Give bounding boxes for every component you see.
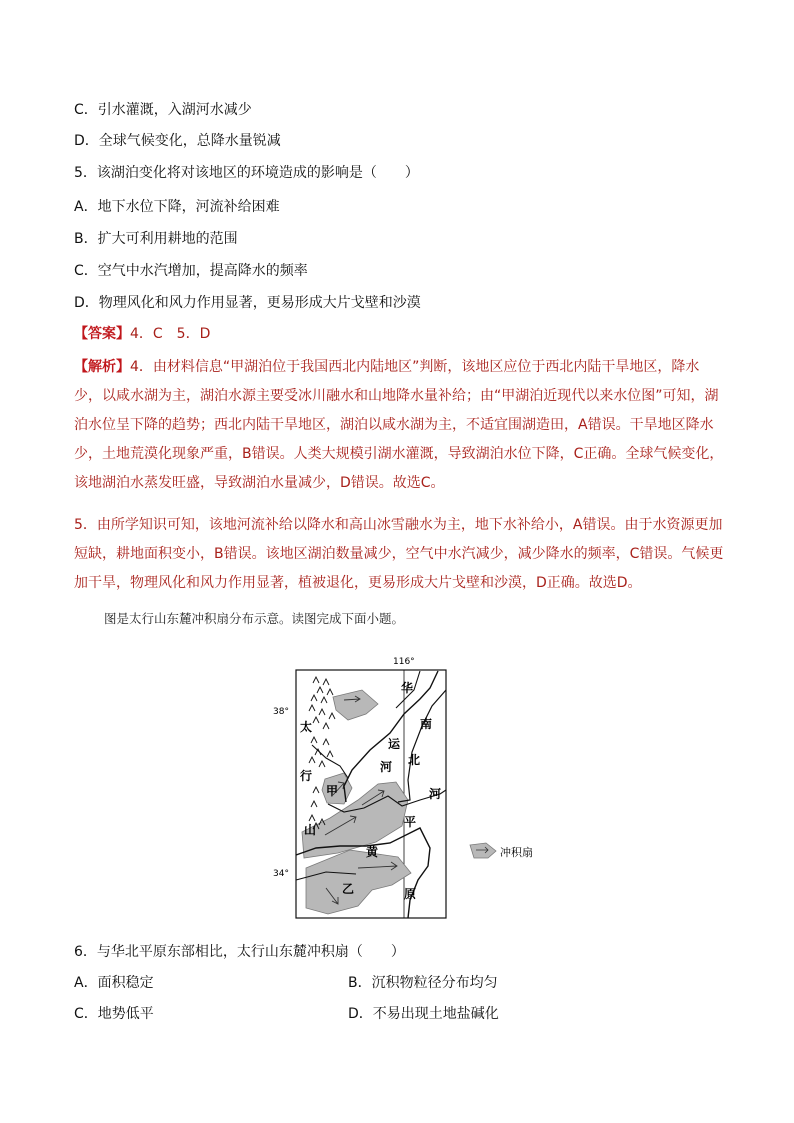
label-he2: 河: [429, 787, 442, 801]
label-nan: 南: [420, 717, 433, 731]
prev-option-c: C．引水灌溉，入湖河水减少: [74, 102, 252, 118]
label-bei: 北: [408, 753, 421, 767]
answer-text: 4．C 5．D: [130, 326, 211, 342]
label-yuan: 原: [404, 887, 417, 901]
q6-option-a: A．面积稳定: [74, 975, 154, 991]
analysis-paragraph-5: 5．由所学知识可知，该地河流补给以降水和高山冰雪融水为主，地下水补给小，A错误。由于水资源更加短缺，耕地面积变小，B错误。该地区湖泊数量减少，空气中水汽减少，减少降水的频率，C错误。气候更加干旱，物理风化和风力作用显著，植被退化，更易形成大片戈壁和沙漠，D正确。故选D。: [74, 517, 724, 591]
label-jia: 甲: [326, 784, 339, 798]
label-hua: 华: [401, 681, 414, 695]
q5-stem: 5．该湖泊变化将对该地区的环境造成的影响是（ ）: [74, 165, 419, 181]
latitude-label-38: 38°: [273, 707, 289, 717]
longitude-label: 116°: [393, 657, 415, 667]
q6-stem: 6．与华北平原东部相比，太行山东麓冲积扇（ ）: [74, 944, 405, 960]
label-xing: 行: [300, 769, 313, 783]
answer-label: 【答案】: [74, 326, 130, 342]
alluvial-fan-map: [270, 650, 570, 925]
analysis-label: 【解析】: [74, 359, 130, 375]
figure-intro: 图是太行山东麓冲积扇分布示意。读图完成下面小题。: [104, 611, 405, 626]
label-shan: 山: [304, 823, 317, 837]
legend-fan-swatch: [470, 843, 496, 858]
analysis-text-4: 4．由材料信息“甲湖泊位于我国西北内陆地区”判断，该地区应位于西北内陆干旱地区，降水少，以咸水湖为主，湖泊水源主要受冰川融水和山地降水量补给；由“甲湖泊近现代以来水位图”可知，湖泊水位呈下降的趋势；西北内陆干旱地区，湖泊以咸水湖为主，不适宜围湖造田，A错误。干旱地区降水少，土地荒漠化现象严重，B错误。人类大规模引湖水灌溉，导致湖泊水位下降，C正确。全球气候变化，该地湖泊水蒸发旺盛，导致湖泊水量减少，D错误。故选C。: [74, 359, 724, 491]
q5-option-a: A．地下水位下降，河流补给困难: [74, 199, 280, 215]
q5-option-d: D．物理风化和风力作用显著，更易形成大片戈壁和沙漠: [74, 295, 421, 311]
label-yi: 乙: [342, 882, 355, 896]
label-tai: 太: [300, 720, 313, 734]
q5-option-b: B．扩大可利用耕地的范围: [74, 231, 238, 247]
prev-option-d: D．全球气候变化，总降水量锐减: [74, 133, 281, 149]
label-he1: 河: [380, 760, 393, 774]
label-huang: 黄: [366, 845, 379, 859]
q5-option-c: C．空气中水汽增加，提高降水的频率: [74, 263, 308, 279]
answer-line: [74, 324, 210, 344]
label-ping: 平: [404, 815, 417, 829]
q6-option-c: C．地势低平: [74, 1006, 154, 1022]
q6-option-d: D．不易出现土地盐碱化: [348, 1006, 499, 1022]
latitude-label-34: 34°: [273, 869, 289, 879]
label-yun: 运: [388, 737, 401, 751]
analysis-paragraph-4: [74, 353, 724, 498]
q6-option-b: B．沉积物粒径分布均匀: [348, 975, 498, 991]
legend-label: 冲积扇: [500, 846, 533, 859]
